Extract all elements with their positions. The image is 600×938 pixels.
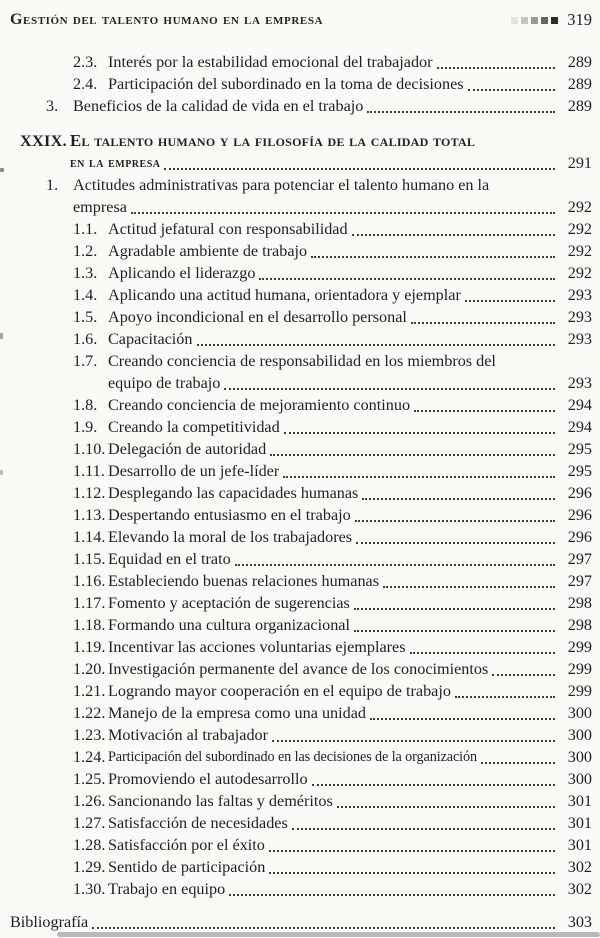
dotted-leader <box>307 240 558 262</box>
entry-text-line: Creando conciencia de responsabilidad en los miembros del <box>108 352 496 370</box>
toc-entry-row <box>8 416 592 438</box>
entry-body <box>108 878 592 900</box>
entry-last-line <box>108 51 592 73</box>
dotted-leader <box>308 768 558 790</box>
entry-page-number: 301 <box>567 814 592 832</box>
dotted-leader <box>351 504 558 526</box>
entry-body <box>108 350 592 394</box>
dotted-leader <box>407 306 558 328</box>
entry-last-line <box>108 306 592 328</box>
entry-page-number: 300 <box>567 704 592 722</box>
entry-number: 3. <box>46 97 59 115</box>
toc-entry-row <box>8 768 592 790</box>
toc-entry-row <box>8 73 592 95</box>
toc-entry-row <box>8 394 592 416</box>
entry-last-line <box>108 636 592 658</box>
entry-text: Creando la competitividad <box>108 418 280 436</box>
square-glyph <box>511 17 518 24</box>
entry-last-line <box>73 196 592 218</box>
entry-text: Aplicando una actitud humana, orientadora y ejemplar <box>108 286 461 304</box>
entry-body <box>108 416 592 438</box>
entry-body <box>108 284 592 306</box>
dotted-leader <box>265 834 558 856</box>
entry-page-number: 296 <box>567 484 592 502</box>
entry-body <box>108 328 592 350</box>
toc-entry-row <box>8 614 592 636</box>
entry-number: 2.3. <box>73 53 98 71</box>
entry-text: Satisfacción por el éxito <box>108 836 265 854</box>
entry-page-number: 297 <box>567 572 592 590</box>
running-title: Gestión del talento humano en la empresa <box>10 10 324 28</box>
entry-page-number: 296 <box>567 528 592 546</box>
toc-entry-row <box>8 548 592 570</box>
entry-number: 1.8. <box>73 396 98 414</box>
table-of-contents <box>8 51 592 933</box>
entry-body <box>108 746 592 768</box>
dotted-leader <box>268 724 558 746</box>
entry-page-number: 296 <box>567 506 592 524</box>
entry-body <box>108 592 592 614</box>
entry-last-line <box>108 416 592 438</box>
dotted-leader <box>410 394 558 416</box>
entry-number: 1.4. <box>73 286 98 304</box>
square-glyph <box>521 17 528 24</box>
entry-body <box>108 812 592 834</box>
dotted-leader <box>366 702 558 724</box>
toc-entry-row <box>8 702 592 724</box>
toc-entry-row <box>8 746 592 768</box>
dotted-leader <box>477 746 558 768</box>
entry-body <box>10 911 592 933</box>
entry-text-line: Actitudes administrativas para potenciar el talento humano en la <box>73 176 490 194</box>
entry-number: 1.18. <box>73 616 106 634</box>
entry-page-number: 298 <box>567 594 592 612</box>
toc-entry-row <box>8 460 592 482</box>
entry-number: 1.23. <box>73 726 106 744</box>
dotted-leader <box>333 790 558 812</box>
dotted-leader <box>461 284 558 306</box>
toc-entry-row <box>8 218 592 240</box>
toc-entry-row <box>8 724 592 746</box>
dotted-leader <box>266 438 558 460</box>
entry-text: Formando una cultura organizacional <box>108 616 350 634</box>
dotted-leader <box>231 548 558 570</box>
entry-body <box>108 504 592 526</box>
entry-text: Satisfacción de necesidades <box>108 814 288 832</box>
entry-body <box>73 174 592 218</box>
entry-text: Sentido de participación <box>108 858 266 876</box>
entry-number: 1.28. <box>73 836 106 854</box>
entry-text: Actitud jefatural con responsabilidad <box>108 220 348 238</box>
entry-body <box>108 482 592 504</box>
entry-page-number: 301 <box>567 792 592 810</box>
entry-page-number: 303 <box>567 913 592 931</box>
entry-number: 1.24. <box>73 748 106 766</box>
entry-page-number: 293 <box>567 308 592 326</box>
entry-number: 1.19. <box>73 638 106 656</box>
entry-last-line <box>108 73 592 95</box>
entry-text: Motivación al trabajador <box>108 726 269 744</box>
header-right <box>511 10 592 30</box>
entry-last-line <box>108 328 592 350</box>
entry-text: Sancionando las faltas y deméritos <box>108 792 333 810</box>
entry-page-number: 300 <box>567 770 592 788</box>
entry-last-line <box>108 504 592 526</box>
entry-last-line <box>108 658 592 680</box>
toc-entry-row <box>8 834 592 856</box>
scan-shadow-band <box>57 932 600 937</box>
entry-number: 1.26. <box>73 792 106 810</box>
toc-entry-row <box>8 350 592 394</box>
entry-page-number: 293 <box>567 330 592 348</box>
entry-text: Interés por la estabilidad emocional del trabajador <box>108 53 433 71</box>
entry-last-line <box>73 95 592 117</box>
entry-number: 1.22. <box>73 704 106 722</box>
toc-entry-row <box>8 306 592 328</box>
entry-number: 2.4. <box>73 75 98 93</box>
entry-text: Delegación de autoridad <box>108 440 267 458</box>
entry-text: Bibliografía <box>10 913 89 931</box>
entry-text: Manejo de la empresa como una unidad <box>108 704 367 722</box>
entry-body <box>108 51 592 73</box>
toc-entry-row <box>8 658 592 680</box>
entry-text: Fomento y aceptación de sugerencias <box>108 594 350 612</box>
entry-text: Capacitación <box>108 330 193 348</box>
dotted-leader <box>363 95 558 117</box>
entry-page-number: 297 <box>567 550 592 568</box>
dotted-leader <box>88 911 558 933</box>
entry-last-line <box>108 812 592 834</box>
entry-number: 1.7. <box>73 352 98 370</box>
dotted-leader <box>350 592 558 614</box>
entry-body <box>108 834 592 856</box>
entry-last-line <box>108 218 592 240</box>
dotted-leader <box>127 196 558 218</box>
entry-page-number: 299 <box>567 660 592 678</box>
toc-entry-row <box>8 284 592 306</box>
dotted-leader <box>350 614 558 636</box>
entry-number: 1.14. <box>73 528 106 546</box>
entry-page-number: 295 <box>567 462 592 480</box>
entry-last-line <box>108 548 592 570</box>
toc-entry-row <box>8 526 592 548</box>
toc-entry-row <box>8 570 592 592</box>
entry-page-number: 292 <box>567 242 592 260</box>
entry-text: Participación del subordinado en las decisiones de la organización <box>108 749 477 765</box>
toc-entry-row <box>8 636 592 658</box>
gradient-squares-icon <box>511 17 558 24</box>
toc-entry-row <box>8 812 592 834</box>
entry-text: Participación del subordinado en la toma de decisiones <box>108 75 464 93</box>
entry-page-number: 302 <box>567 880 592 898</box>
entry-number: XXIX. <box>20 132 67 150</box>
entry-number: 1.21. <box>73 682 106 700</box>
entry-body <box>108 790 592 812</box>
dotted-leader <box>225 878 558 900</box>
entry-body <box>108 218 592 240</box>
entry-number: 1.10. <box>73 440 106 458</box>
dotted-leader <box>379 570 558 592</box>
entry-text: Incentivar las acciones voluntarias ejemplares <box>108 638 406 656</box>
entry-body <box>108 570 592 592</box>
entry-text: Equidad en el trato <box>108 550 231 568</box>
dotted-leader <box>279 460 558 482</box>
entry-last-line <box>108 438 592 460</box>
entry-page-number: 289 <box>567 75 592 93</box>
entry-body <box>108 394 592 416</box>
entry-text-line: El talento humano y la filosofía de la calidad total <box>70 131 476 150</box>
entry-page-number: 293 <box>567 374 592 392</box>
toc-entry-row <box>8 790 592 812</box>
entry-page-number: 298 <box>567 616 592 634</box>
entry-number: 1.30. <box>73 880 106 898</box>
entry-page-number: 292 <box>567 198 592 216</box>
entry-text: Elevando la moral de los trabajadores <box>108 528 353 546</box>
entry-number: 1.3. <box>73 264 98 282</box>
entry-page-number: 291 <box>567 154 592 172</box>
dotted-leader <box>255 262 558 284</box>
entry-body <box>108 658 592 680</box>
entry-last-line <box>108 768 592 790</box>
toc-entry-row <box>8 504 592 526</box>
entry-page-number: 301 <box>567 836 592 854</box>
entry-body <box>108 262 592 284</box>
dotted-leader <box>193 328 559 350</box>
entry-page-number: 289 <box>567 53 592 71</box>
entry-text: Logrando mayor cooperación en el equipo de trabajo <box>108 682 451 700</box>
entry-number: 1.5. <box>73 308 98 326</box>
entry-text: Desarrollo de un jefe-líder <box>108 462 280 480</box>
entry-number: 1.2. <box>73 242 98 260</box>
entry-page-number: 299 <box>567 638 592 656</box>
scan-speck <box>0 168 4 172</box>
entry-page-number: 294 <box>567 396 592 414</box>
entry-number: 1.12. <box>73 484 106 502</box>
page-header <box>8 10 592 30</box>
entry-text: empresa <box>73 198 127 216</box>
entry-text: Apoyo incondicional en el desarrollo personal <box>108 308 407 326</box>
entry-last-line <box>108 372 592 394</box>
entry-text: Investigación permanente del avance de los conocimientos <box>108 660 489 678</box>
entry-last-line <box>108 856 592 878</box>
entry-last-line <box>108 570 592 592</box>
dotted-leader <box>280 416 558 438</box>
entry-last-line <box>108 834 592 856</box>
toc-entry-row <box>8 95 592 117</box>
entry-last-line <box>108 746 592 768</box>
entry-text: Beneficios de la calidad de vida en el trabajo <box>73 97 364 115</box>
entry-number: 1.6. <box>73 330 98 348</box>
entry-text: Trabajo en equipo <box>108 880 226 898</box>
toc-entry-row <box>8 680 592 702</box>
toc-entry-row <box>8 438 592 460</box>
entry-page-number: 294 <box>567 418 592 436</box>
entry-body <box>108 438 592 460</box>
entry-body <box>108 240 592 262</box>
entry-body <box>108 636 592 658</box>
entry-last-line <box>108 240 592 262</box>
dotted-leader <box>488 658 558 680</box>
dotted-leader <box>288 812 558 834</box>
entry-number: 1.16. <box>73 572 106 590</box>
entry-number: 1. <box>46 176 59 194</box>
toc-entry-row <box>8 51 592 73</box>
dotted-leader <box>433 51 558 73</box>
entry-number: 1.20. <box>73 660 106 678</box>
header-page-number: 319 <box>567 10 592 29</box>
dotted-leader <box>160 152 558 174</box>
dotted-leader <box>451 680 558 702</box>
entry-page-number: 289 <box>567 97 592 115</box>
toc-entry-row <box>8 482 592 504</box>
entry-last-line <box>108 482 592 504</box>
entry-text: equipo de trabajo <box>108 374 221 392</box>
entry-last-line <box>108 460 592 482</box>
entry-body <box>108 724 592 746</box>
entry-page-number: 292 <box>567 264 592 282</box>
entry-body <box>70 130 592 174</box>
entry-number: 1.11. <box>73 462 105 480</box>
entry-last-line <box>108 284 592 306</box>
entry-page-number: 292 <box>567 220 592 238</box>
entry-body <box>108 680 592 702</box>
entry-body <box>108 702 592 724</box>
toc-chapter-row <box>8 130 592 174</box>
dotted-leader <box>265 856 558 878</box>
entry-last-line <box>70 152 592 174</box>
square-glyph <box>531 17 538 24</box>
entry-last-line <box>108 878 592 900</box>
entry-body <box>108 306 592 328</box>
entry-body <box>108 768 592 790</box>
entry-text: Aplicando el liderazgo <box>108 264 256 282</box>
entry-last-line <box>108 702 592 724</box>
entry-body <box>108 526 592 548</box>
entry-last-line <box>10 911 592 933</box>
entry-last-line <box>108 394 592 416</box>
entry-last-line <box>108 526 592 548</box>
entry-body <box>73 95 592 117</box>
dotted-leader <box>220 372 558 394</box>
entry-text: Agradable ambiente de trabajo <box>108 242 308 260</box>
square-glyph <box>551 17 558 24</box>
entry-last-line <box>108 724 592 746</box>
dotted-leader <box>358 482 558 504</box>
entry-text: en la empresa <box>70 155 161 171</box>
entry-body <box>108 614 592 636</box>
entry-text: Creando conciencia de mejoramiento continuo <box>108 396 411 414</box>
entry-last-line <box>108 262 592 284</box>
scan-speck <box>0 333 3 339</box>
entry-text: Despertando entusiasmo en el trabajo <box>108 506 351 524</box>
entry-page-number: 300 <box>567 748 592 766</box>
toc-bibliography-row <box>8 911 592 933</box>
toc-entry-row <box>8 240 592 262</box>
entry-number: 1.13. <box>73 506 106 524</box>
entry-last-line <box>108 614 592 636</box>
toc-entry-row <box>8 328 592 350</box>
entry-page-number: 302 <box>567 858 592 876</box>
toc-entry-row <box>8 174 592 218</box>
dotted-leader <box>464 73 558 95</box>
scan-speck <box>0 470 3 475</box>
entry-last-line <box>108 680 592 702</box>
entry-number: 1.27. <box>73 814 106 832</box>
toc-entry-row <box>8 262 592 284</box>
entry-number: 1.25. <box>73 770 106 788</box>
toc-entry-row <box>8 878 592 900</box>
entry-text: Promoviendo el autodesarrollo <box>108 770 308 788</box>
entry-body <box>108 856 592 878</box>
entry-number: 1.9. <box>73 418 98 436</box>
entry-body <box>108 73 592 95</box>
dotted-leader <box>348 218 558 240</box>
entry-text: Desplegando las capacidades humanas <box>108 484 359 502</box>
toc-entry-row <box>8 592 592 614</box>
square-glyph <box>541 17 548 24</box>
entry-page-number: 300 <box>567 726 592 744</box>
entry-number: 1.1. <box>73 220 98 238</box>
entry-number: 1.15. <box>73 550 106 568</box>
dotted-leader <box>406 636 558 658</box>
entry-last-line <box>108 790 592 812</box>
entry-last-line <box>108 592 592 614</box>
entry-number: 1.29. <box>73 858 106 876</box>
entry-body <box>108 548 592 570</box>
entry-page-number: 293 <box>567 286 592 304</box>
entry-page-number: 295 <box>567 440 592 458</box>
toc-entry-row <box>8 856 592 878</box>
entry-page-number: 299 <box>567 682 592 700</box>
entry-text: Estableciendo buenas relaciones humanas <box>108 572 380 590</box>
dotted-leader <box>352 526 558 548</box>
entry-number: 1.17. <box>73 594 106 612</box>
entry-body <box>108 460 592 482</box>
